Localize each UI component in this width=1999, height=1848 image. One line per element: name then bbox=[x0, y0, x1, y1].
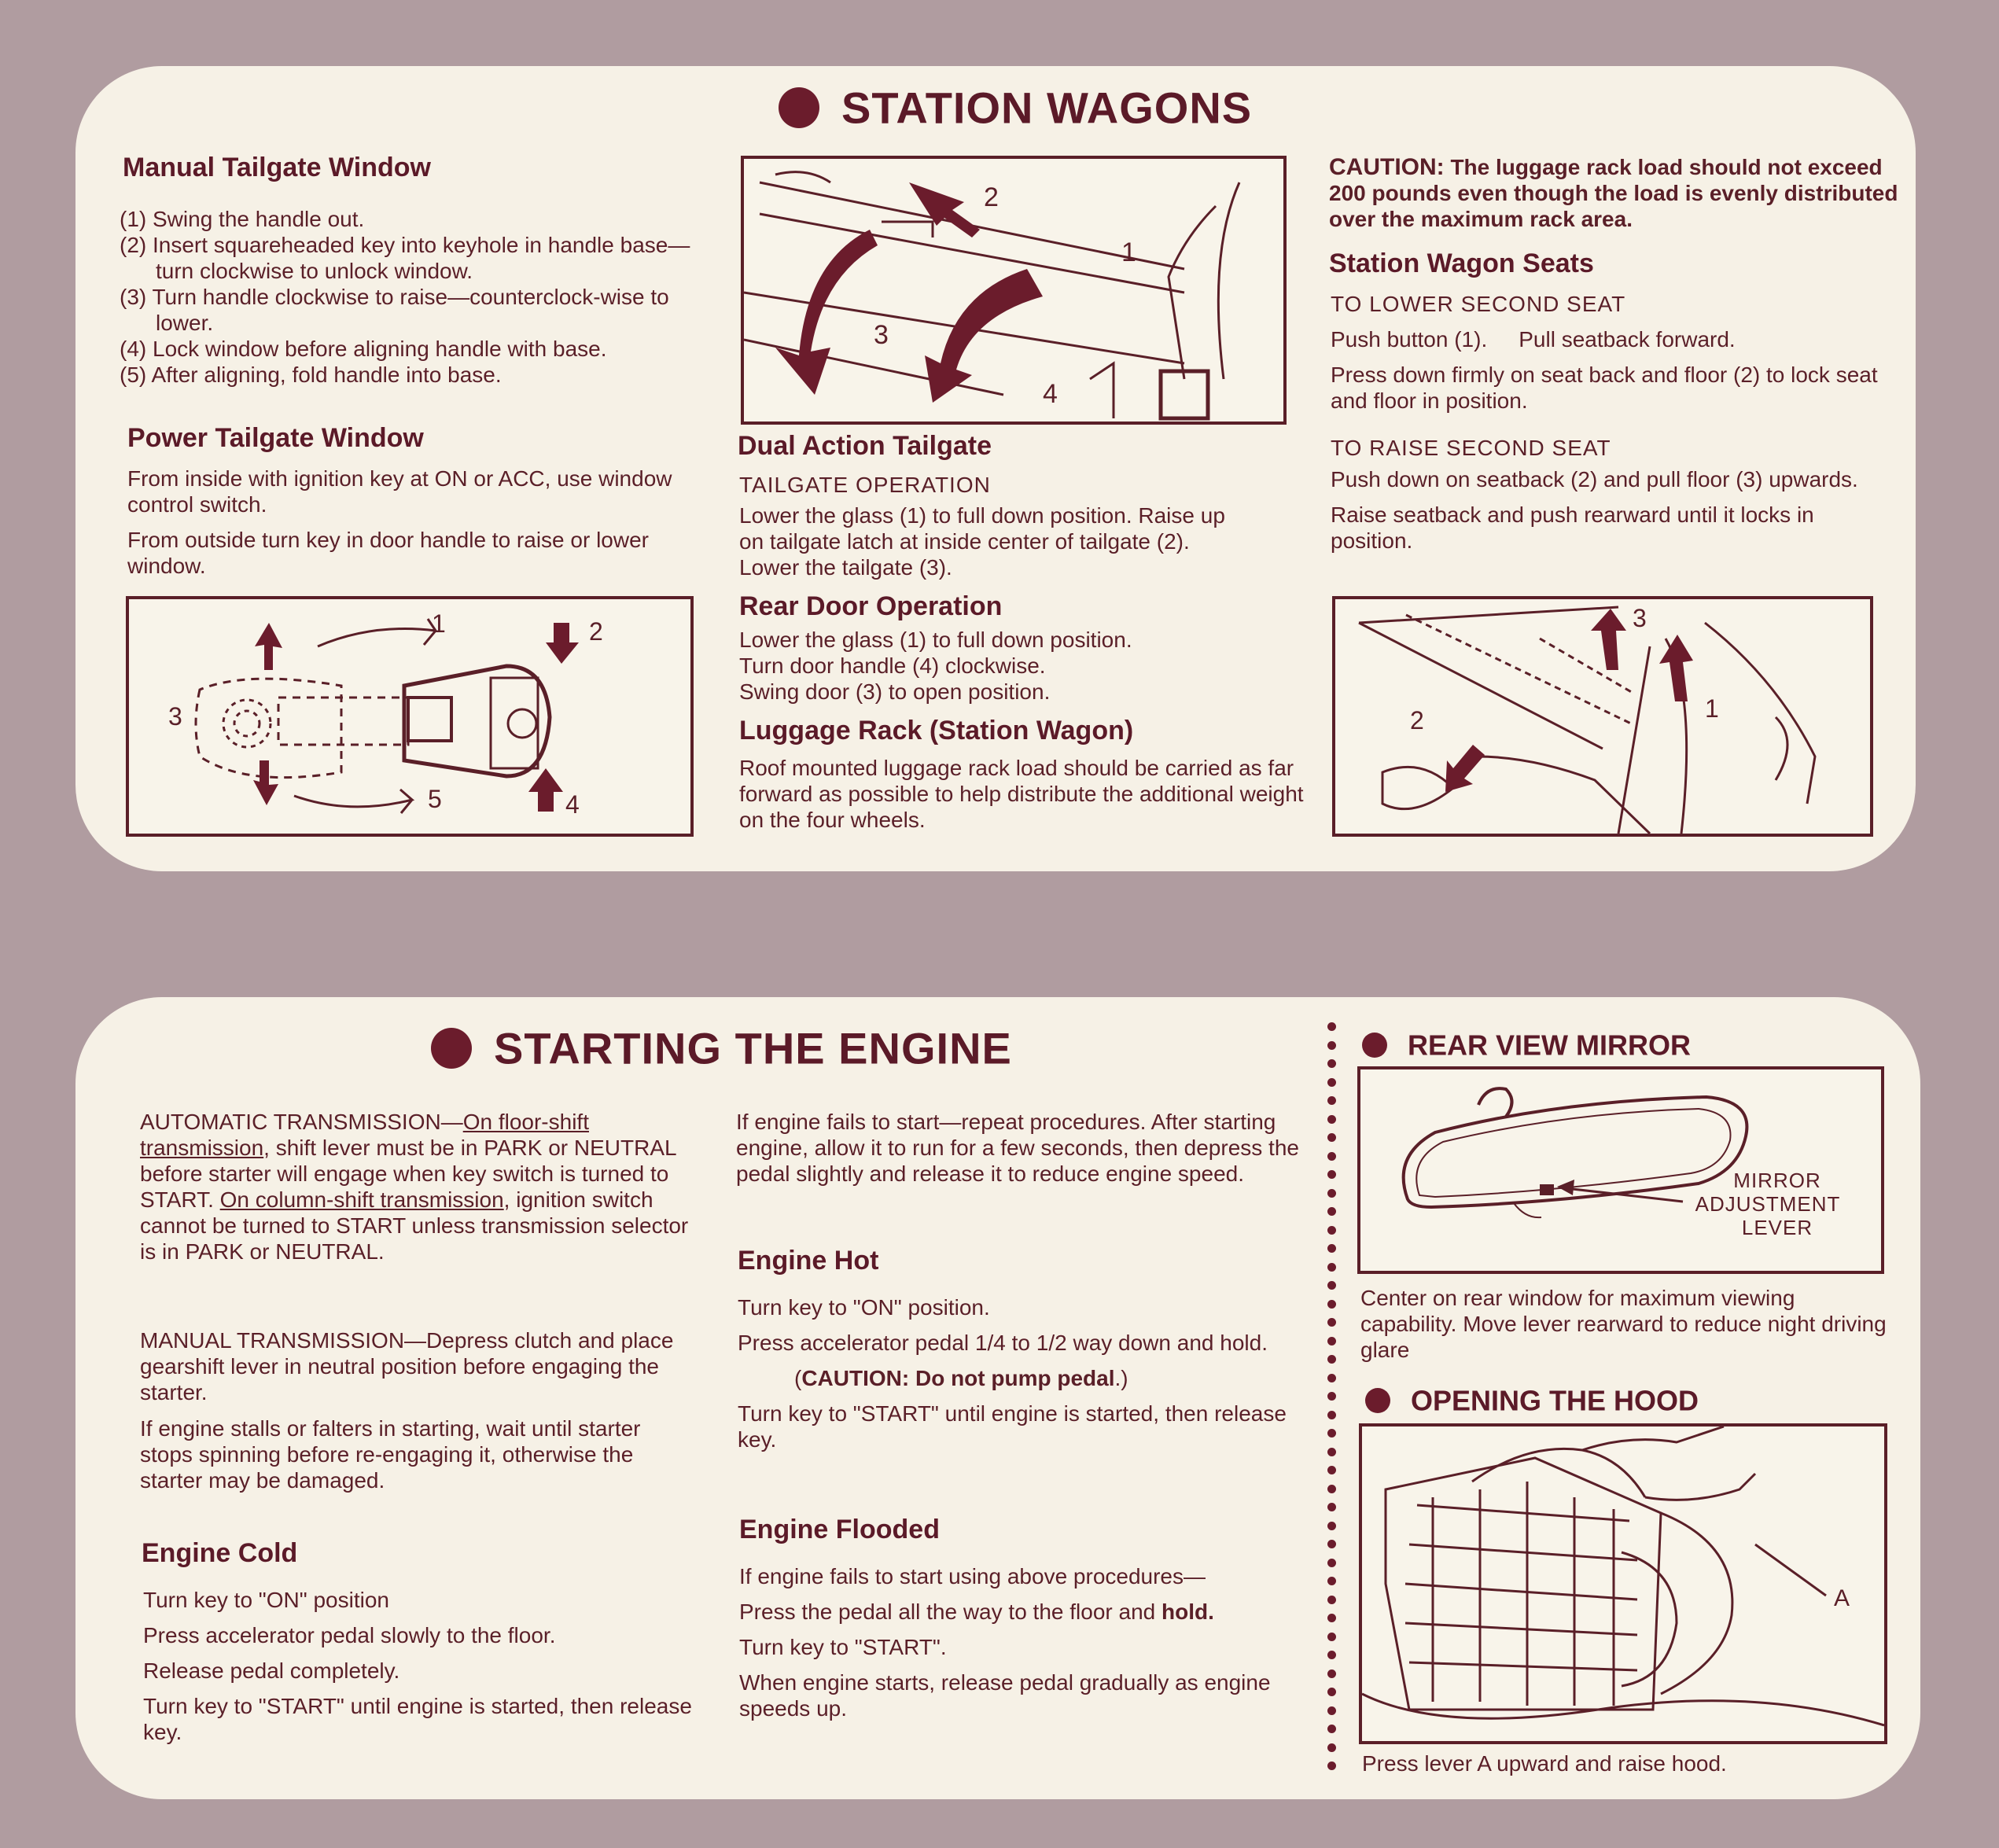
divider-dot bbox=[1327, 1318, 1336, 1327]
raise-seat-step1: Push down on seatback (2) and pull floor (3) upwards. bbox=[1331, 467, 1858, 491]
divider-dot bbox=[1327, 1522, 1336, 1530]
starting-engine-title: STARTING THE ENGINE bbox=[431, 1019, 1012, 1074]
engine-cold-step: Press accelerator pedal slowly to the floor. bbox=[143, 1623, 556, 1647]
raise-seat-text bbox=[1331, 466, 1881, 554]
raise-seat-heading: TO RAISE SECOND SEAT bbox=[1331, 436, 1611, 460]
rear-door-line: Swing door (3) to open position. bbox=[739, 679, 1051, 704]
hood-illustration bbox=[1362, 1426, 1884, 1741]
divider-dot bbox=[1327, 1669, 1336, 1678]
repeat-procedures-text: If engine fails to start—repeat procedures. After starting engine, allow it to run for a few seconds, then depress the pedal slightly and release it to reduce engine speed. bbox=[736, 1110, 1299, 1186]
flooded-step2b: hold. bbox=[1161, 1600, 1214, 1624]
tailgate-handle-figure bbox=[126, 596, 694, 837]
divider-dot bbox=[1327, 1078, 1336, 1087]
power-tailgate-p2: From outside turn key in door handle to raise or lower window. bbox=[127, 528, 649, 578]
tailgate-handle-illustration bbox=[129, 599, 690, 834]
engine-hot-step: Turn key to "START" until engine is started, then release key. bbox=[738, 1401, 1287, 1452]
divider-dot bbox=[1327, 1485, 1336, 1493]
divider-dot bbox=[1327, 1448, 1336, 1456]
lower-seat-step1b: Pull seatback forward. bbox=[1519, 327, 1736, 352]
caution-bold: CAUTION: Do not pump pedal bbox=[801, 1366, 1115, 1390]
hood-text: Press lever A upward and raise hood. bbox=[1362, 1751, 1727, 1776]
engine-hot-step: Press accelerator pedal 1/4 to 1/2 way down and hold. bbox=[738, 1331, 1268, 1355]
opening-hood-title: OPENING THE HOOD bbox=[1365, 1382, 1699, 1417]
rear-door-text bbox=[739, 627, 1274, 705]
divider-dot bbox=[1327, 1041, 1336, 1050]
caution-body: The luggage rack load should not exceed 200 pounds even though the load is evenly distributed over the maximum rack area. bbox=[1329, 155, 1898, 231]
title-bullet-icon bbox=[1362, 1033, 1387, 1058]
divider-dot bbox=[1327, 1577, 1336, 1585]
seat-label-1: 1 bbox=[1705, 694, 1719, 723]
list-item: (1) Swing the handle out. bbox=[120, 207, 365, 231]
caution-label: CAUTION: bbox=[1329, 154, 1445, 180]
hood-label-a: A bbox=[1834, 1585, 1850, 1611]
tailgate-label-4: 4 bbox=[1043, 379, 1058, 409]
seat-label-2: 2 bbox=[1410, 706, 1424, 734]
divider-dot bbox=[1327, 1743, 1336, 1752]
luggage-rack-heading: Luggage Rack (Station Wagon) bbox=[739, 716, 1134, 745]
lower-seat-step1a: Push button (1). bbox=[1331, 327, 1488, 352]
divider-dot bbox=[1327, 1152, 1336, 1161]
caution-text bbox=[1329, 154, 1911, 232]
divider-dot bbox=[1327, 1559, 1336, 1567]
divider-dot bbox=[1327, 1207, 1336, 1216]
divider-dot bbox=[1327, 1633, 1336, 1641]
divider-dot bbox=[1327, 1374, 1336, 1382]
floor-shift-underline: On floor-shift transmission bbox=[140, 1110, 589, 1160]
dual-tailgate-figure bbox=[741, 156, 1287, 425]
rear-view-mirror-title: REAR VIEW MIRROR bbox=[1362, 1027, 1691, 1062]
power-tailgate-p1: From inside with ignition key at ON or ACC, use window control switch. bbox=[127, 466, 672, 517]
rear-door-line: Lower the glass (1) to full down position. bbox=[739, 628, 1132, 652]
divider-dot bbox=[1327, 1244, 1336, 1253]
handle-label-1: 1 bbox=[432, 609, 446, 638]
caution-open: ( bbox=[794, 1366, 802, 1390]
engine-flooded-step: If engine fails to start using above procedures— bbox=[739, 1564, 1206, 1588]
list-item: (4) Lock window before aligning handle with base. bbox=[120, 337, 607, 361]
tailgate-label-1: 1 bbox=[1121, 237, 1136, 267]
divider-dot bbox=[1327, 1115, 1336, 1124]
dual-tailgate-illustration bbox=[744, 159, 1283, 422]
automatic-part3: , ignition switch cannot be turned to START unless transmission selector is in PARK or NEUTRAL. bbox=[140, 1187, 689, 1264]
dotted-divider bbox=[1327, 1022, 1337, 1777]
list-item: (3) Turn handle clockwise to raise—counterclock-wise to lower. bbox=[120, 285, 669, 335]
engine-flooded-step: Turn key to "START". bbox=[739, 1635, 947, 1659]
hood-figure bbox=[1359, 1423, 1887, 1744]
divider-dot bbox=[1327, 1651, 1336, 1659]
engine-hot-steps bbox=[738, 1294, 1288, 1452]
divider-dot bbox=[1327, 1761, 1336, 1770]
automatic-part1: AUTOMATIC TRANSMISSION— bbox=[140, 1110, 463, 1134]
handle-label-5: 5 bbox=[428, 785, 442, 813]
automatic-transmission-text bbox=[140, 1109, 706, 1265]
rear-door-line: Turn door handle (4) clockwise. bbox=[739, 653, 1046, 678]
title-bullet-icon bbox=[1365, 1388, 1390, 1413]
mirror-illustration bbox=[1360, 1069, 1881, 1271]
seat-illustration bbox=[1335, 599, 1870, 834]
divider-dot bbox=[1327, 1392, 1336, 1401]
manual-tailgate-heading: Manual Tailgate Window bbox=[123, 153, 431, 182]
divider-dot bbox=[1327, 1596, 1336, 1604]
divider-dot bbox=[1327, 1614, 1336, 1622]
engine-cold-heading: Engine Cold bbox=[142, 1538, 298, 1568]
tailgate-label-3: 3 bbox=[874, 320, 889, 350]
engine-flooded-step: When engine starts, release pedal gradually as engine speeds up. bbox=[739, 1670, 1271, 1721]
caution-close: .) bbox=[1114, 1366, 1128, 1390]
station-wagons-title: STATION WAGONS bbox=[779, 79, 1252, 134]
mirror-label-2: ADJUSTMENT bbox=[1695, 1192, 1841, 1216]
divider-dot bbox=[1327, 1096, 1336, 1105]
tailgate-label-2: 2 bbox=[984, 182, 999, 212]
handle-label-3: 3 bbox=[168, 702, 182, 731]
dual-action-text: Lower the glass (1) to full down position. Raise up on tailgate latch at inside center of tailgate (2). Lower the tailgate (3). bbox=[739, 503, 1225, 580]
mirror-label-1: MIRROR bbox=[1733, 1169, 1821, 1192]
engine-flooded-step bbox=[739, 1599, 1290, 1625]
divider-dot bbox=[1327, 1263, 1336, 1272]
raise-seat-step2: Raise seatback and push rearward until it locks in position. bbox=[1331, 502, 1814, 553]
divider-dot bbox=[1327, 1355, 1336, 1364]
manual-transmission-text: MANUAL TRANSMISSION—Depress clutch and place gearshift lever in neutral position before engaging the starter. bbox=[140, 1328, 674, 1404]
engine-hot-step: Turn key to "ON" position. bbox=[738, 1295, 990, 1320]
flooded-step2a: Press the pedal all the way to the floor and bbox=[739, 1600, 1161, 1624]
automatic-part2: , shift lever must be in PARK or NEUTRAL before starter will engage when key switch is turned to START. bbox=[140, 1136, 676, 1212]
divider-dot bbox=[1327, 1540, 1336, 1548]
engine-cold-step: Turn key to "START" until engine is started, then release key. bbox=[143, 1694, 692, 1744]
rear-door-heading: Rear Door Operation bbox=[739, 591, 1003, 621]
list-item: (2) Insert squareheaded key into keyhole in handle base—turn clockwise to unlock window. bbox=[120, 233, 690, 283]
divider-dot bbox=[1327, 1725, 1336, 1733]
mirror-figure bbox=[1357, 1066, 1884, 1274]
manual-tailgate-steps bbox=[120, 206, 701, 388]
stall-warning-text: If engine stalls or falters in starting, wait until starter stops spinning before re-engaging it, otherwise the starter may be damaged. bbox=[140, 1416, 641, 1493]
divider-dot bbox=[1327, 1170, 1336, 1179]
title-bullet-icon bbox=[431, 1028, 472, 1069]
divider-dot bbox=[1327, 1429, 1336, 1438]
divider-dot bbox=[1327, 1059, 1336, 1068]
luggage-rack-text: Roof mounted luggage rack load should be carried as far forward as possible to help distribute the additional weight on the four wheels. bbox=[739, 756, 1304, 832]
divider-dot bbox=[1327, 1189, 1336, 1198]
divider-dot bbox=[1327, 1688, 1336, 1696]
engine-hot-heading: Engine Hot bbox=[738, 1246, 879, 1276]
handle-label-4: 4 bbox=[565, 790, 580, 819]
title-bullet-icon bbox=[779, 87, 819, 128]
list-item: (5) After aligning, fold handle into base. bbox=[120, 363, 502, 387]
engine-cold-steps bbox=[143, 1587, 694, 1745]
engine-cold-step: Turn key to "ON" position bbox=[143, 1588, 389, 1612]
divider-dot bbox=[1327, 1300, 1336, 1309]
engine-flooded-heading: Engine Flooded bbox=[739, 1515, 940, 1544]
column-shift-underline: On column-shift transmission bbox=[219, 1187, 504, 1212]
tailgate-operation-subheading: TAILGATE OPERATION bbox=[739, 473, 991, 497]
seats-heading: Station Wagon Seats bbox=[1329, 248, 1594, 278]
divider-dot bbox=[1327, 1337, 1336, 1346]
dual-action-heading: Dual Action Tailgate bbox=[738, 431, 992, 461]
divider-dot bbox=[1327, 1503, 1336, 1511]
divider-dot bbox=[1327, 1133, 1336, 1142]
seat-label-3: 3 bbox=[1633, 604, 1647, 632]
divider-dot bbox=[1327, 1281, 1336, 1290]
power-tailgate-heading: Power Tailgate Window bbox=[127, 423, 424, 453]
handle-label-2: 2 bbox=[589, 617, 603, 646]
divider-dot bbox=[1327, 1411, 1336, 1419]
lower-seat-step2: Press down firmly on seat back and floor (2) to lock seat and floor in position. bbox=[1331, 363, 1878, 413]
divider-dot bbox=[1327, 1226, 1336, 1235]
engine-hot-caution bbox=[794, 1365, 1288, 1391]
mirror-label-3: LEVER bbox=[1741, 1216, 1813, 1239]
power-tailgate-text bbox=[127, 466, 678, 579]
engine-cold-step: Release pedal completely. bbox=[143, 1658, 400, 1683]
engine-flooded-steps bbox=[739, 1563, 1290, 1721]
seat-figure bbox=[1332, 596, 1873, 837]
divider-dot bbox=[1327, 1022, 1336, 1031]
lower-seat-heading: TO LOWER SECOND SEAT bbox=[1331, 292, 1626, 316]
divider-dot bbox=[1327, 1706, 1336, 1715]
mirror-text: Center on rear window for maximum viewing capability. Move lever rearward to reduce night driving glare bbox=[1360, 1286, 1887, 1362]
lower-seat-text bbox=[1331, 326, 1881, 414]
divider-dot bbox=[1327, 1466, 1336, 1474]
